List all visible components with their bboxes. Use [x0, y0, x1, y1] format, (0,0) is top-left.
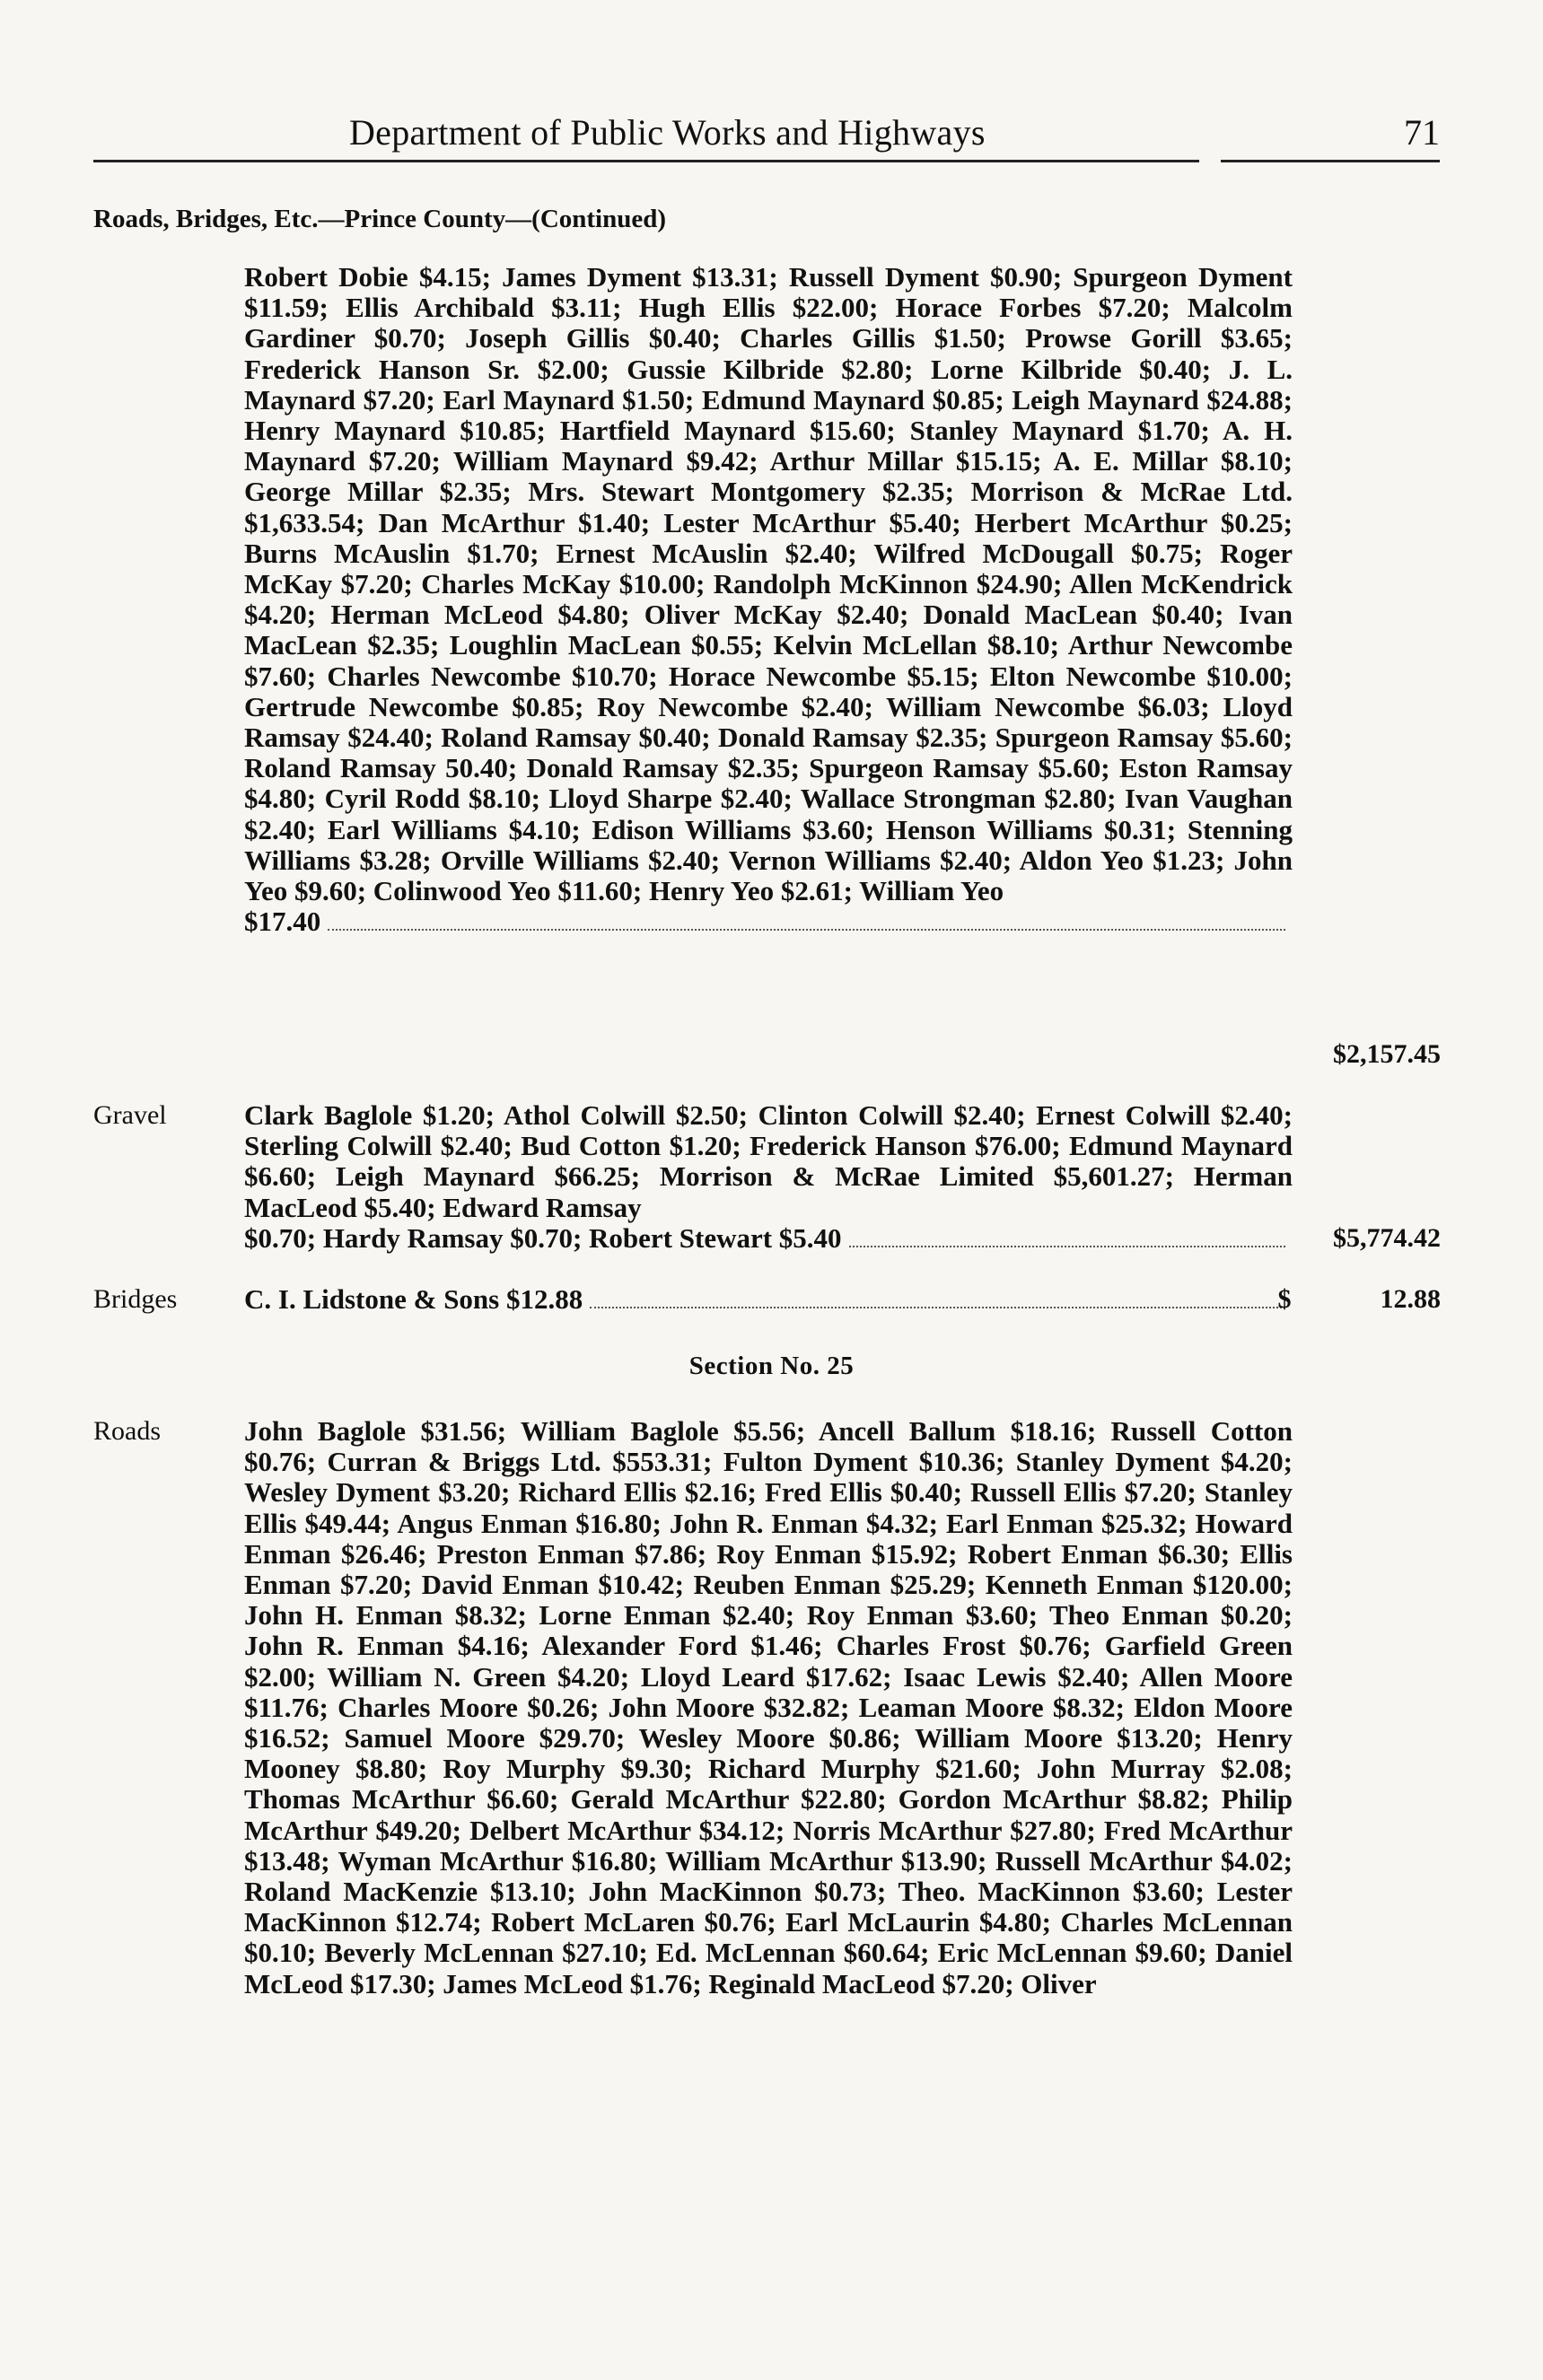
header-rule-page: [1221, 160, 1440, 162]
entry-last-text: $17.40: [244, 906, 321, 938]
page-number: 71: [1404, 112, 1440, 153]
entry-label-bridges: Bridges: [93, 1284, 178, 1314]
section-25-heading: Section No. 25: [688, 1352, 855, 1380]
entry-last-line: [244, 906, 1293, 938]
entry-last-text: $0.70; Hardy Ramsay $0.70; Robert Stewart $5.40: [244, 1221, 842, 1254]
entry-amount: $ 12.88: [1277, 1284, 1441, 1314]
amount-dollar-sign: $: [1277, 1284, 1292, 1314]
entry-amount: $5,774.42: [1333, 1223, 1441, 1253]
leader-dots: [328, 928, 1285, 931]
entry-label-gravel: Gravel: [93, 1100, 167, 1130]
entry-last-text: C. I. Lidstone & Sons $12.88: [244, 1283, 583, 1315]
entry-text: John Baglole $31.56; William Baglole $5.56; Ancell Ballum $18.16; Russell Cotton $0.76; Curran & Briggs Ltd. $553.31; Fulton Dyment $10.36; Stanley Dyment $4.20; Wesley Dyment $3.20; Richard Ellis $2.16; Fred Ellis $0.40; Russell Ellis $7.20; Stanley Ellis $49.44; Angus Enman $16.80; John R. Enman $4.32; Earl Enman $25.32; Howard Enman $26.46; Preston Enman $7.86; Roy Enman $15.92; Robert Enman $6.30; Ellis Enman $7.20; David Enman $10.42; Reuben Enman $25.29; Kenneth Enman $120.00; John H. Enman $8.32; Lorne Enman $2.40; Roy Enman $3.60; Theo Enman $0.20; John R. Enman $4.16; Alexander Ford $1.46; Charles Frost $0.76; Garfield Green $2.00; William N. Green $4.20; Lloyd Leard $17.62; Isaac Lewis $2.40; Allen Moore $11.76; Charles Moore $0.26; John Moore $32.82; Leaman Moore $8.32; Eldon Moore $16.52; Samuel Moore $29.70; Wesley Moore $0.86; William Moore $13.20; Henry Mooney $8.80; Roy Murphy $9.30; Richard Murphy $21.60; John Murray $2.08; Thomas McArthur $6.60; Gerald McArthur $22.80; Gordon McArthur $8.82; Philip McArthur $49.20; Delbert McArthur $34.12; Norris McArthur $27.80; Fred McArthur $13.48; Wyman McArthur $16.80; William McArthur $13.90; Russell McArthur $4.02; Roland MacKenzie $13.10; John MacKinnon $0.73; Theo. MacKinnon $3.60; Lester MacKinnon $12.74; Robert McLaren $0.76; Earl McLaurin $4.80; Charles McLennan $0.10; Beverly McLennan $27.10; Ed. McLennan $60.64; Eric McLennan $9.60; Daniel McLeod $17.30; James McLeod $1.76; Reginald MacLeod $7.20; Oliver: [244, 1415, 1293, 1999]
section-heading: Roads, Bridges, Etc.—Prince County—(Continued): [93, 205, 667, 233]
leader-dots: [849, 1245, 1285, 1247]
entry-text: Clark Baglole $1.20; Athol Colwill $2.50; Clinton Colwill $2.40; Ernest Colwill $2.40; Sterling Colwill $2.40; Bud Cotton $1.20; Frederick Hanson $76.00; Edmund Maynard $6.60; Leigh Maynard $66.25; Morrison & McRae Limited $5,601.27; Herman MacLeod $5.40; Edward Ramsay: [244, 1099, 1293, 1223]
entry-text: Robert Dobie $4.15; James Dyment $13.31; Russell Dyment $0.90; Spurgeon Dyment $11.59; Ellis Archibald $3.11; Hugh Ellis $22.00; Horace Forbes $7.20; Malcolm Gardiner $0.70; Joseph Gillis $0.40; Charles Gillis $1.50; Prowse Gorill $3.65; Frederick Hanson Sr. $2.00; Gussie Kilbride $2.80; Lorne Kilbride $0.40; J. L. Maynard $7.20; Earl Maynard $1.50; Edmund Maynard $0.85; Leigh Maynard $24.88; Henry Maynard $10.85; Hartfield Maynard $15.60; Stanley Maynard $1.70; A. H. Maynard $7.20; William Maynard $9.42; Arthur Millar $15.15; A. E. Millar $8.10; George Millar $2.35; Mrs. Stewart Montgomery $2.35; Morrison & McRae Ltd. $1,633.54; Dan McArthur $1.40; Lester McArthur $5.40; Herbert McArthur $0.25; Burns McAuslin $1.70; Ernest McAuslin $2.40; Wilfred McDougall $0.75; Roger McKay $7.20; Charles McKay $10.00; Randolph McKinnon $24.90; Allen McKendrick $4.20; Herman McLeod $4.80; Oliver McKay $2.40; Donald MacLean $0.40; Ivan MacLean $2.35; Loughlin MacLean $0.55; Kelvin McLellan $8.10; Arthur Newcombe $7.60; Charles Newcombe $10.70; Horace Newcombe $5.15; Elton Newcombe $10.00; Gertrude Newcombe $0.85; Roy Newcombe $2.40; William Newcombe $6.03; Lloyd Ramsay $24.40; Roland Ramsay $0.40; Donald Ramsay $2.35; Spurgeon Ramsay $5.60; Roland Ramsay 50.40; Donald Ramsay $2.35; Spurgeon Ramsay $5.60; Eston Ramsay $4.80; Cyril Rodd $8.10; Lloyd Sharpe $2.40; Wallace Strongman $2.80; Ivan Vaughan $2.40; Earl Williams $4.10; Edison Williams $3.60; Henson Williams $0.31; Stenning Williams $3.28; Orville Williams $2.40; Vernon Williams $2.40; Aldon Yeo $1.23; John Yeo $9.60; Colinwood Yeo $11.60; Henry Yeo $2.61; William Yeo: [244, 261, 1293, 907]
entry-continued-roads: [244, 262, 1293, 938]
header-rule: [93, 160, 1199, 162]
entry-amount: $2,157.45: [1333, 1039, 1441, 1069]
entry-last-line: [244, 1284, 1293, 1316]
page-header: [93, 109, 1440, 160]
leader-dots: [590, 1306, 1285, 1308]
entry-last-line: [244, 1223, 1293, 1255]
entry-label-roads: Roads: [93, 1416, 161, 1446]
entry-gravel: [244, 1100, 1293, 1255]
page-title: Department of Public Works and Highways: [349, 112, 986, 153]
entry-bridges: [244, 1284, 1293, 1316]
entry-section-25-roads: [244, 1416, 1293, 1999]
